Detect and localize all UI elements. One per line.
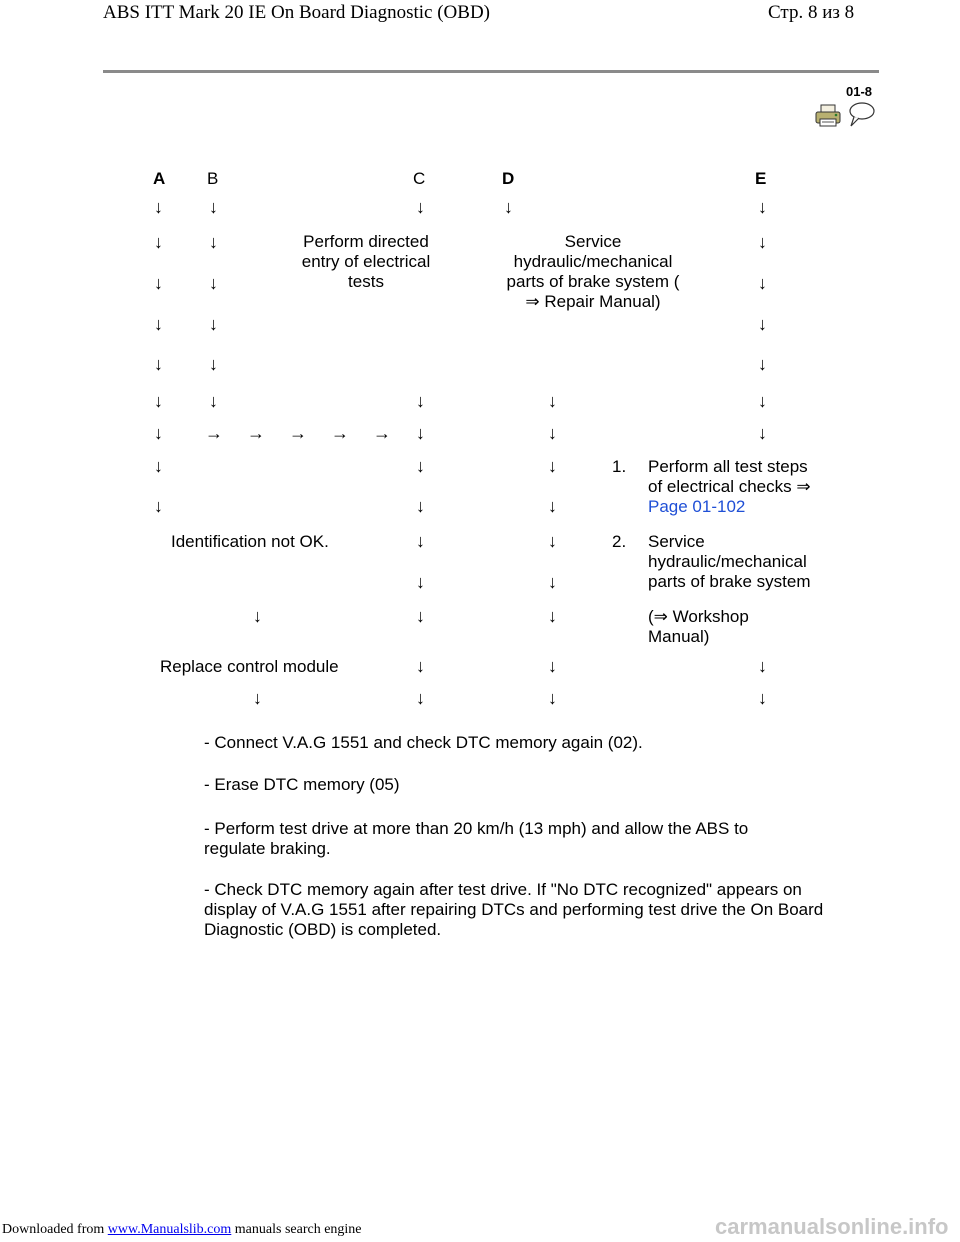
flow-arrow-down: ↓ xyxy=(253,688,262,708)
flow-arrow-right: → xyxy=(331,423,349,443)
flow-arrow-down: ↓ xyxy=(758,314,767,334)
flow-arrow-down: ↓ xyxy=(758,354,767,374)
flow-arrow-down: ↓ xyxy=(548,688,557,708)
perform-directed-entry-text: Perform directed entry of electrical tests xyxy=(301,232,431,291)
service-hydraulic-text xyxy=(495,232,691,312)
identification-not-ok-text: Identification not OK. xyxy=(171,532,329,551)
instruction-check-again: - Check DTC memory again after test drive. If "No DTC recognized" appears on display of V.A.G 1551 after repairing DTCs and performing test drive the On Board Diagnostic (OBD) is completed. xyxy=(204,880,824,939)
flow-arrow-down: ↓ xyxy=(154,197,163,217)
manualslib-link[interactable]: www.Manualslib.com xyxy=(107,1222,232,1237)
flow-arrow-down: ↓ xyxy=(504,197,513,217)
flow-arrow-down: ↓ xyxy=(758,423,767,443)
flow-arrow-down: ↓ xyxy=(758,273,767,293)
instruction-test-drive: - Perform test drive at more than 20 km/h (13 mph) and allow the ABS to regulate braking. xyxy=(204,819,749,858)
flow-arrow-down: ↓ xyxy=(154,314,163,334)
flow-arrow-down: ↓ xyxy=(416,688,425,708)
speech-bubble-icon[interactable] xyxy=(846,100,876,128)
flow-arrow-down: ↓ xyxy=(154,391,163,411)
repair-manual-reference: ⇒ Repair Manual) xyxy=(525,292,661,311)
column-a-label: A xyxy=(153,169,166,188)
flow-arrow-down: ↓ xyxy=(758,197,767,217)
step-2-text: Service hydraulic/mechanical parts of brake system xyxy=(648,532,811,591)
flow-arrow-down: ↓ xyxy=(416,531,425,551)
flow-arrow-down: ↓ xyxy=(758,232,767,252)
flow-arrow-down: ↓ xyxy=(416,606,425,626)
flow-arrow-down: ↓ xyxy=(416,197,425,217)
flow-arrow-down: ↓ xyxy=(548,572,557,592)
flow-arrow-down: ↓ xyxy=(154,232,163,252)
flow-arrow-down: ↓ xyxy=(154,456,163,476)
flow-arrow-down: ↓ xyxy=(416,572,425,592)
watermark: carmanualsonline.info xyxy=(715,1214,949,1239)
flow-arrow-down: ↓ xyxy=(416,496,425,516)
page-number: 01-8 xyxy=(846,84,873,99)
flow-arrow-down: ↓ xyxy=(154,423,163,443)
document-title: ABS ITT Mark 20 IE On Board Diagnostic (OBD) xyxy=(103,2,490,23)
flow-arrow-down: ↓ xyxy=(253,606,262,626)
column-d-label: D xyxy=(502,169,515,188)
flow-arrow-down: ↓ xyxy=(548,456,557,476)
flow-arrow-right: → xyxy=(289,423,307,443)
flow-arrow-down: ↓ xyxy=(416,423,425,443)
step-1-text xyxy=(648,457,811,517)
header-rule xyxy=(103,70,879,73)
flow-arrow-down: ↓ xyxy=(548,391,557,411)
flow-arrow-down: ↓ xyxy=(548,423,557,443)
flow-arrow-down: ↓ xyxy=(154,496,163,516)
instruction-connect: - Connect V.A.G 1551 and check DTC memory again (02). xyxy=(204,733,643,752)
column-c-label: C xyxy=(413,169,426,188)
printer-icon[interactable] xyxy=(815,104,841,128)
footer-download-note xyxy=(2,1222,362,1238)
column-b-label: B xyxy=(207,169,219,188)
step-1-number: 1. xyxy=(612,457,627,476)
flow-arrow-right: → xyxy=(205,423,223,443)
step-1-line2: of electrical checks ⇒ xyxy=(648,477,811,496)
flow-arrow-down: ↓ xyxy=(758,656,767,676)
flow-arrow-down: ↓ xyxy=(209,391,218,411)
flow-arrow-down: ↓ xyxy=(209,197,218,217)
flow-arrow-down: ↓ xyxy=(416,391,425,411)
flow-arrow-down: ↓ xyxy=(209,314,218,334)
step-2-number: 2. xyxy=(612,532,627,551)
flow-arrow-right: → xyxy=(247,423,265,443)
instruction-erase: - Erase DTC memory (05) xyxy=(204,775,400,794)
footer-prefix: Downloaded from xyxy=(2,1222,105,1237)
step-1-line1: Perform all test steps xyxy=(648,457,808,476)
flow-arrow-right: → xyxy=(373,423,391,443)
service-hydraulic-line: Service hydraulic/mechanical parts of brake system ( xyxy=(506,232,680,291)
page-indicator: Стр. 8 из 8 xyxy=(768,2,855,23)
flow-arrow-down: ↓ xyxy=(416,656,425,676)
flow-arrow-down: ↓ xyxy=(416,456,425,476)
page-01-102-link[interactable]: Page 01-102 xyxy=(648,497,746,516)
flow-arrow-down: ↓ xyxy=(154,354,163,374)
replace-control-module-text: Replace control module xyxy=(160,657,339,676)
flow-arrow-down: ↓ xyxy=(209,354,218,374)
flow-arrow-down: ↓ xyxy=(154,273,163,293)
workshop-manual-reference: (⇒ Workshop Manual) xyxy=(648,607,749,646)
flow-arrow-down: ↓ xyxy=(758,688,767,708)
flow-arrow-down: ↓ xyxy=(548,496,557,516)
column-e-label: E xyxy=(755,169,767,188)
flow-arrow-down: ↓ xyxy=(548,656,557,676)
flow-arrow-down: ↓ xyxy=(548,531,557,551)
footer-suffix: manuals search engine xyxy=(234,1222,362,1237)
flow-arrow-down: ↓ xyxy=(548,606,557,626)
flow-arrow-down: ↓ xyxy=(209,232,218,252)
flow-arrow-down: ↓ xyxy=(209,273,218,293)
flow-arrow-down: ↓ xyxy=(758,391,767,411)
